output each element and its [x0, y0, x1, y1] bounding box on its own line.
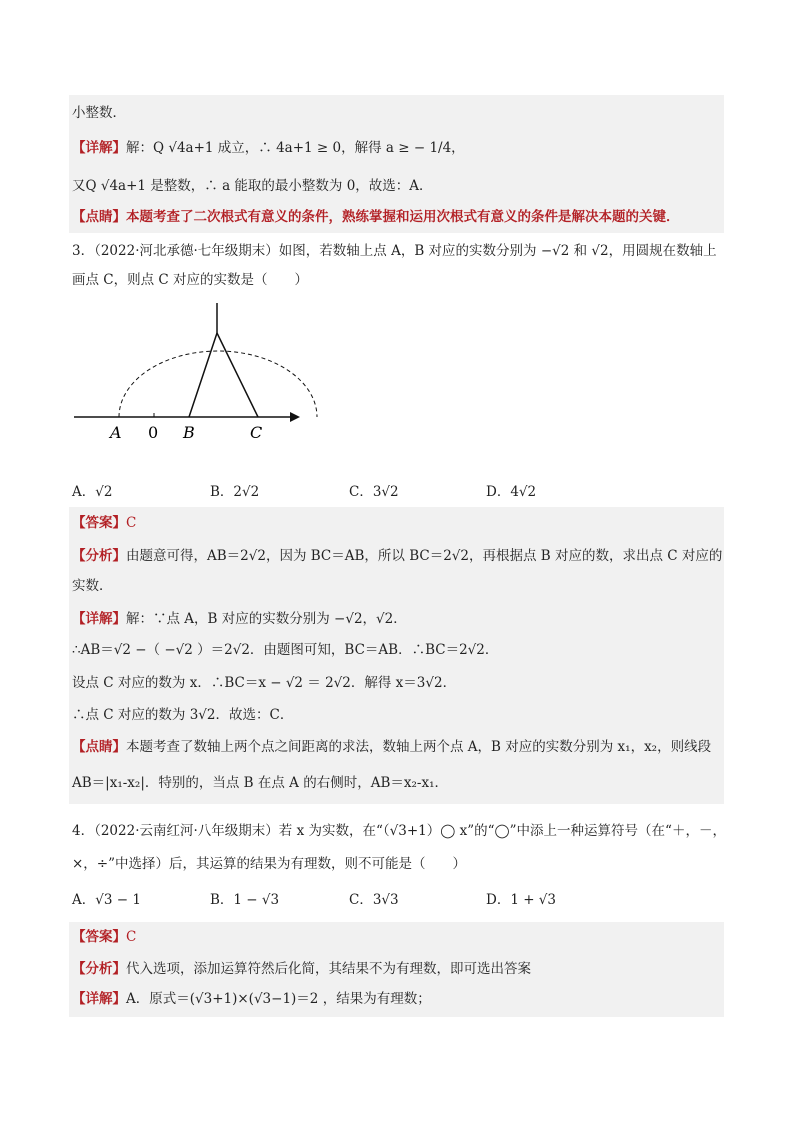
q3-answer-line: [72, 513, 136, 533]
label-c: C: [250, 423, 263, 442]
detail-tag: 【详解】: [72, 611, 126, 627]
detail-tag: 【详解】: [72, 991, 126, 1007]
q3-detail-line-4: ∴点 C 对应的数为 3√2．故选：C．: [72, 707, 294, 723]
compass-leg-left: [189, 333, 217, 417]
q4-answer-line: [72, 927, 136, 947]
detail-text: A．原式＝(√3+1)×(√3−1)＝2 ，结果为有理数；: [126, 991, 431, 1007]
label-a: A: [110, 423, 122, 442]
number-line-figure: [60, 295, 320, 455]
label-zero: 0: [148, 423, 159, 442]
detail-text: 解：∵点 A，B 对应的实数分别为 −√2，√2．: [126, 611, 407, 627]
analysis-text: 由题意可得，AB＝2√2，因为 BC＝AB，所以 BC＝2√2，再根据点 B 对应的数，求出点 C 对应的: [126, 548, 723, 564]
answer-tag: 【答案】: [72, 929, 126, 945]
q4-stem-line-1: 4．（2022·云南红河·八年级期末）若 x 为实数，在“（√3+1）◯ x”的“◯”中添上一种运算符号（在“＋，－，: [72, 823, 726, 839]
q3-option-b: B．2√2: [210, 484, 260, 500]
q3-stem-line-1: 3．（2022·河北承德·七年级期末）如图，若数轴上点 A，B 对应的实数分别为 −√2 和 √2，用圆规在数轴上: [72, 243, 717, 259]
q2-point-line: [72, 207, 680, 227]
detail-text: 解：Q √4a+1 成立，∴ 4a+1 ≥ 0，解得 a ≥ − 1/4，: [126, 140, 465, 156]
answer-value: C: [126, 515, 137, 531]
analysis-tag: 【分析】: [72, 548, 126, 564]
q3-point-line-2: AB＝|x₁-x₂|．特别的，当点 B 在点 A 的右侧时，AB＝x₂-x₁．: [72, 775, 448, 791]
answer-value: C: [126, 929, 137, 945]
q4-analysis-line: [72, 959, 531, 979]
q4-option-d: D．1 + √3: [486, 892, 556, 908]
compass-arc: [119, 351, 317, 417]
q2-analysis-end: 小整数．: [72, 105, 126, 121]
q3-detail-line-1: [72, 609, 407, 629]
q3-detail-line-3: 设点 C 对应的数为 x．∴BC＝x − √2 ＝ 2√2．解得 x＝3√2．: [72, 675, 457, 691]
q4-stem-line-2: ×，÷”中选择）后，其运算的结果为有理数，则不可能是（ ）: [72, 856, 467, 872]
q3-option-c: C．3√2: [349, 484, 399, 500]
axis-arrow-icon: [290, 412, 300, 422]
analysis-tag: 【分析】: [72, 961, 126, 977]
q3-detail-line-2: ∴AB＝√2 −（ −√2 ）＝2√2．由题图可知，BC＝AB．∴BC＝2√2．: [72, 642, 499, 658]
q4-option-c: C．3√3: [349, 892, 399, 908]
q3-option-a: A．√2: [72, 484, 113, 500]
q3-analysis-line-1: [72, 546, 722, 566]
point-tag: 【点睛】: [72, 209, 126, 225]
q2-detail-line-2: 又Q √4a+1 是整数，∴ a 能取的最小整数为 0，故选：A．: [72, 178, 433, 194]
detail-tag: 【详解】: [72, 140, 126, 156]
analysis-text: 代入选项，添加运算符然后化简，其结果不为有理数，即可选出答案: [126, 961, 531, 977]
point-tag: 【点睛】: [72, 739, 126, 755]
q4-option-b: B．1 − √3: [210, 892, 280, 908]
q3-point-line-1: [72, 737, 711, 757]
point-text: 本题考查了二次根式有意义的条件，熟练掌握和运用次根式有意义的条件是解决本题的关键．: [126, 209, 680, 225]
q3-stem-line-2: 画点 C，则点 C 对应的实数是（ ）: [72, 272, 309, 288]
label-b: B: [183, 423, 195, 442]
compass-leg-right: [217, 333, 258, 417]
q3-analysis-line-2: 实数．: [72, 578, 113, 594]
q3-option-d: D．4√2: [486, 484, 537, 500]
q2-detail-line: [72, 138, 465, 158]
point-text: 本题考查了数轴上两个点之间距离的求法，数轴上两个点 A，B 对应的实数分别为 x₁，x₂，则线段: [126, 739, 712, 755]
q4-detail-line: [72, 989, 431, 1009]
q4-option-a: A．√3 − 1: [72, 892, 141, 908]
answer-tag: 【答案】: [72, 515, 126, 531]
